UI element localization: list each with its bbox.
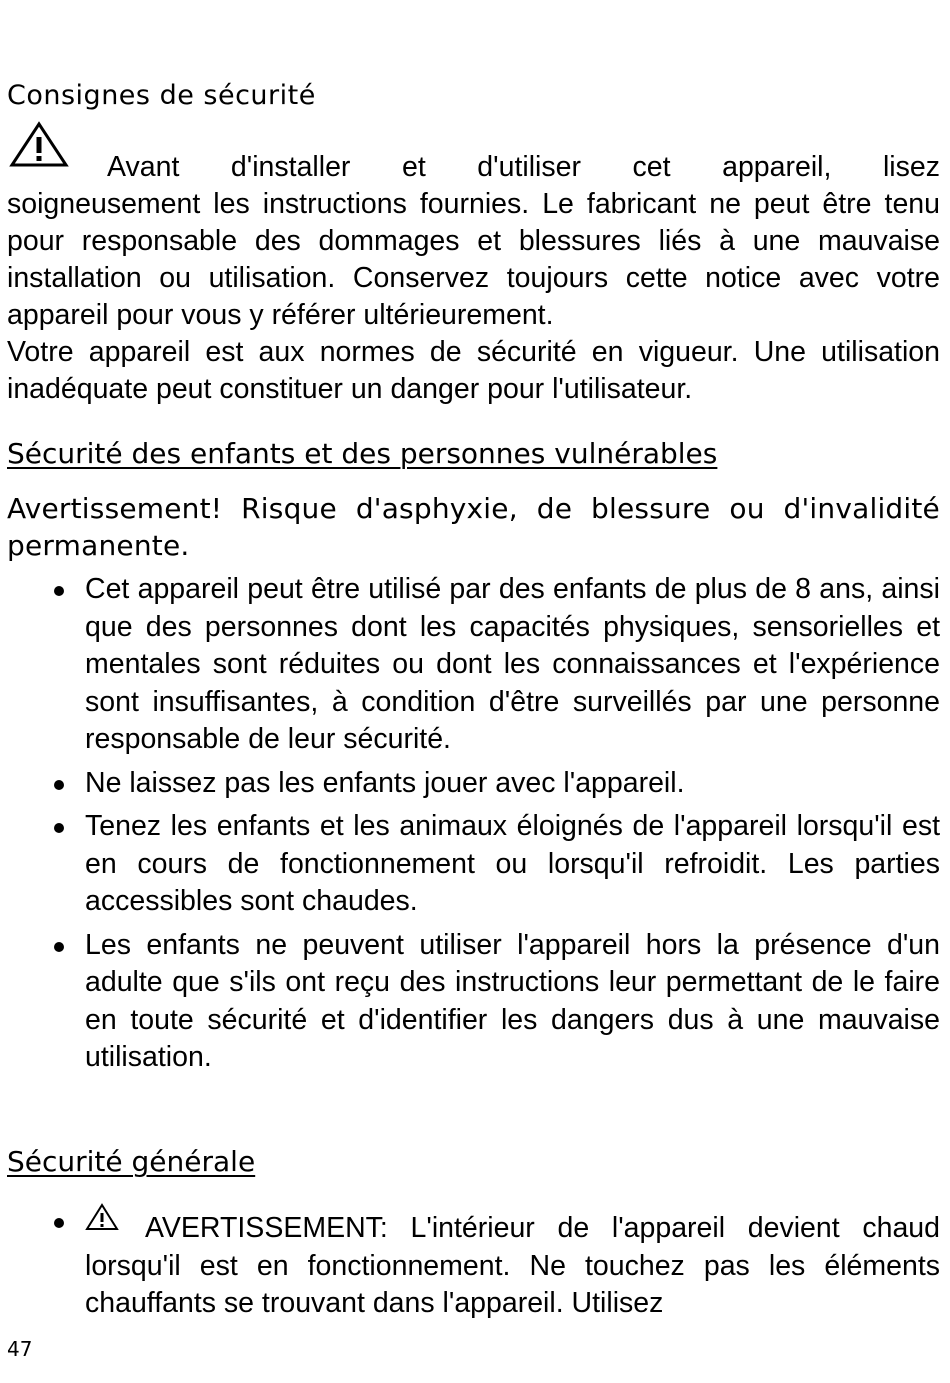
page-number: 47 [7, 1337, 33, 1361]
warning-triangle-icon [85, 1203, 119, 1233]
list-item: AVERTISSEMENT: L'intérieur de l'appareil devient chaud lorsqu'il est en fonctionnement. Ne touchez pas les éléments chauffants se trouvant dans l'appareil. Utilisez [7, 1203, 940, 1323]
bullet-icon [54, 823, 64, 833]
section-title-children: Sécurité des enfants et des personnes vulnérables [7, 437, 718, 470]
list-item: Tenez les enfants et les animaux éloignés de l'appareil lorsqu'il est en cours de fonctionnement ou lorsqu'il refroidit. Les parties accessibles sont chaudes. [7, 808, 940, 921]
section-title-general: Sécurité générale [7, 1145, 256, 1178]
bullet-icon [54, 780, 64, 790]
intro-block [7, 149, 940, 408]
list-item: Ne laissez pas les enfants jouer avec l'appareil. [7, 765, 940, 803]
bullet-icon [54, 942, 64, 952]
intro-first-line: Avant d'installer et d'utiliser cet appareil, lisez [107, 151, 940, 183]
children-safety-list [7, 571, 940, 1083]
intro-paragraph: soigneusement les instructions fournies. Le fabricant ne peut être tenu pour responsable des dommages et blessures liés à une mauvaise installation ou utilisation. Conservez toujours cette notice avec votre appareil pour vous y référer ultérieurement. [7, 188, 940, 331]
list-item: Les enfants ne peuvent utiliser l'appareil hors la présence d'un adulte que s'ils ont reçu des instructions leur permettant de le faire en toute sécurité et d'identifier les dangers dus à une mauvaise utilisation. [7, 927, 940, 1077]
bullet-icon [54, 586, 64, 596]
intro-paragraph-2: Votre appareil est aux normes de sécurité en vigueur. Une utilisation inadéquate peut constituer un danger pour l'utilisateur. [7, 336, 940, 405]
bullet-icon [54, 1218, 64, 1228]
list-item: Cet appareil peut être utilisé par des enfants de plus de 8 ans, ainsi que des personnes dont les capacités physiques, sensorielles et mentales sont réduites ou dont les connaissances et l'expérience sont insuffisantes, à condition d'être surveillés par une personne responsable de leur sécurité. [7, 571, 940, 759]
general-safety-list [7, 1203, 940, 1329]
warning-statement: Avertissement! Risque d'asphyxie, de blessure ou d'invalidité permanente. [7, 492, 940, 562]
page-title: Consignes de sécurité [7, 80, 316, 111]
